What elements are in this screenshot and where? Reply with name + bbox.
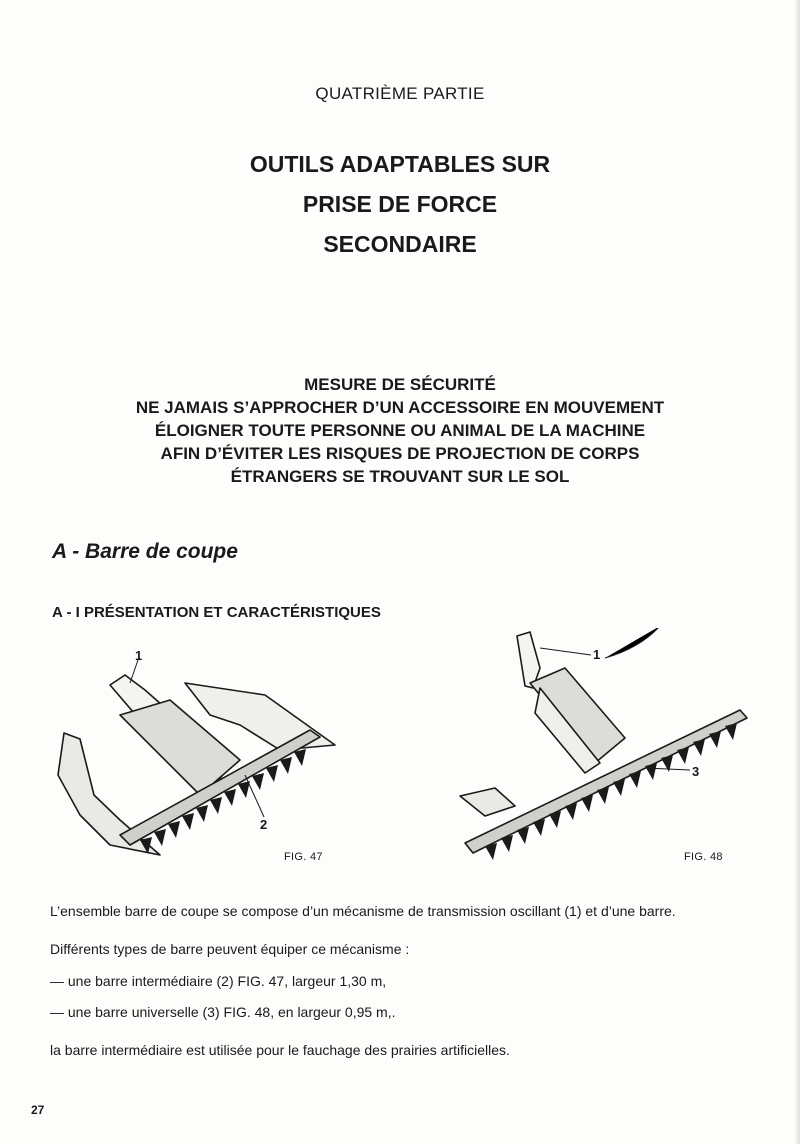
fig47-callout-2: 2 (260, 817, 268, 832)
fig47-caption: FIG. 47 (284, 851, 323, 863)
fig47-illustration (50, 645, 350, 865)
title-line: SECONDAIRE (323, 231, 477, 257)
list-item: — une barre universelle (3) FIG. 48, en largeur 0,95 m,. (50, 1004, 396, 1020)
fig48-illustration (455, 628, 755, 868)
part-label: QUATRIÈME PARTIE (315, 84, 485, 103)
safety-heading: MESURE DE SÉCURITÉ (304, 375, 496, 394)
fig48-callout-1: 1 (593, 647, 601, 662)
list-item: — une barre intermédiaire (2) FIG. 47, largeur 1,30 m, (50, 973, 387, 989)
safety-line: ÉTRANGERS SE TROUVANT SUR LE SOL (230, 467, 570, 486)
safety-notice (0, 373, 800, 488)
body-paragraph: L’ensemble barre de coupe se compose d’un mécanisme de transmission oscillant (1) et d’une barre. (50, 903, 676, 919)
fig48-caption: FIG. 48 (684, 851, 723, 863)
body-paragraph: la barre intermédiaire est utilisée pour le fauchage des prairies artificielles. (50, 1042, 510, 1058)
body-paragraph: Différents types de barre peuvent équiper ce mécanisme : (50, 941, 410, 957)
safety-line: AFIN D’ÉVITER LES RISQUES DE PROJECTION DE CORPS (160, 444, 640, 463)
safety-line: NE JAMAIS S’APPROCHER D’UN ACCESSOIRE EN MOUVEMENT (135, 398, 665, 417)
subsection-title: A - I PRÉSENTATION ET CARACTÉRISTIQUES (52, 604, 381, 621)
fig48-callout-3: 3 (692, 764, 700, 779)
page-number: 27 (31, 1103, 45, 1117)
main-title (0, 144, 800, 264)
fig47-callout-1: 1 (135, 648, 143, 663)
safety-line: ÉLOIGNER TOUTE PERSONNE OU ANIMAL DE LA MACHINE (154, 421, 646, 440)
title-line: OUTILS ADAPTABLES SUR (249, 151, 551, 177)
scan-edge-shadow (794, 0, 800, 1144)
section-title: A - Barre de coupe (52, 540, 238, 563)
title-line: PRISE DE FORCE (302, 191, 498, 217)
